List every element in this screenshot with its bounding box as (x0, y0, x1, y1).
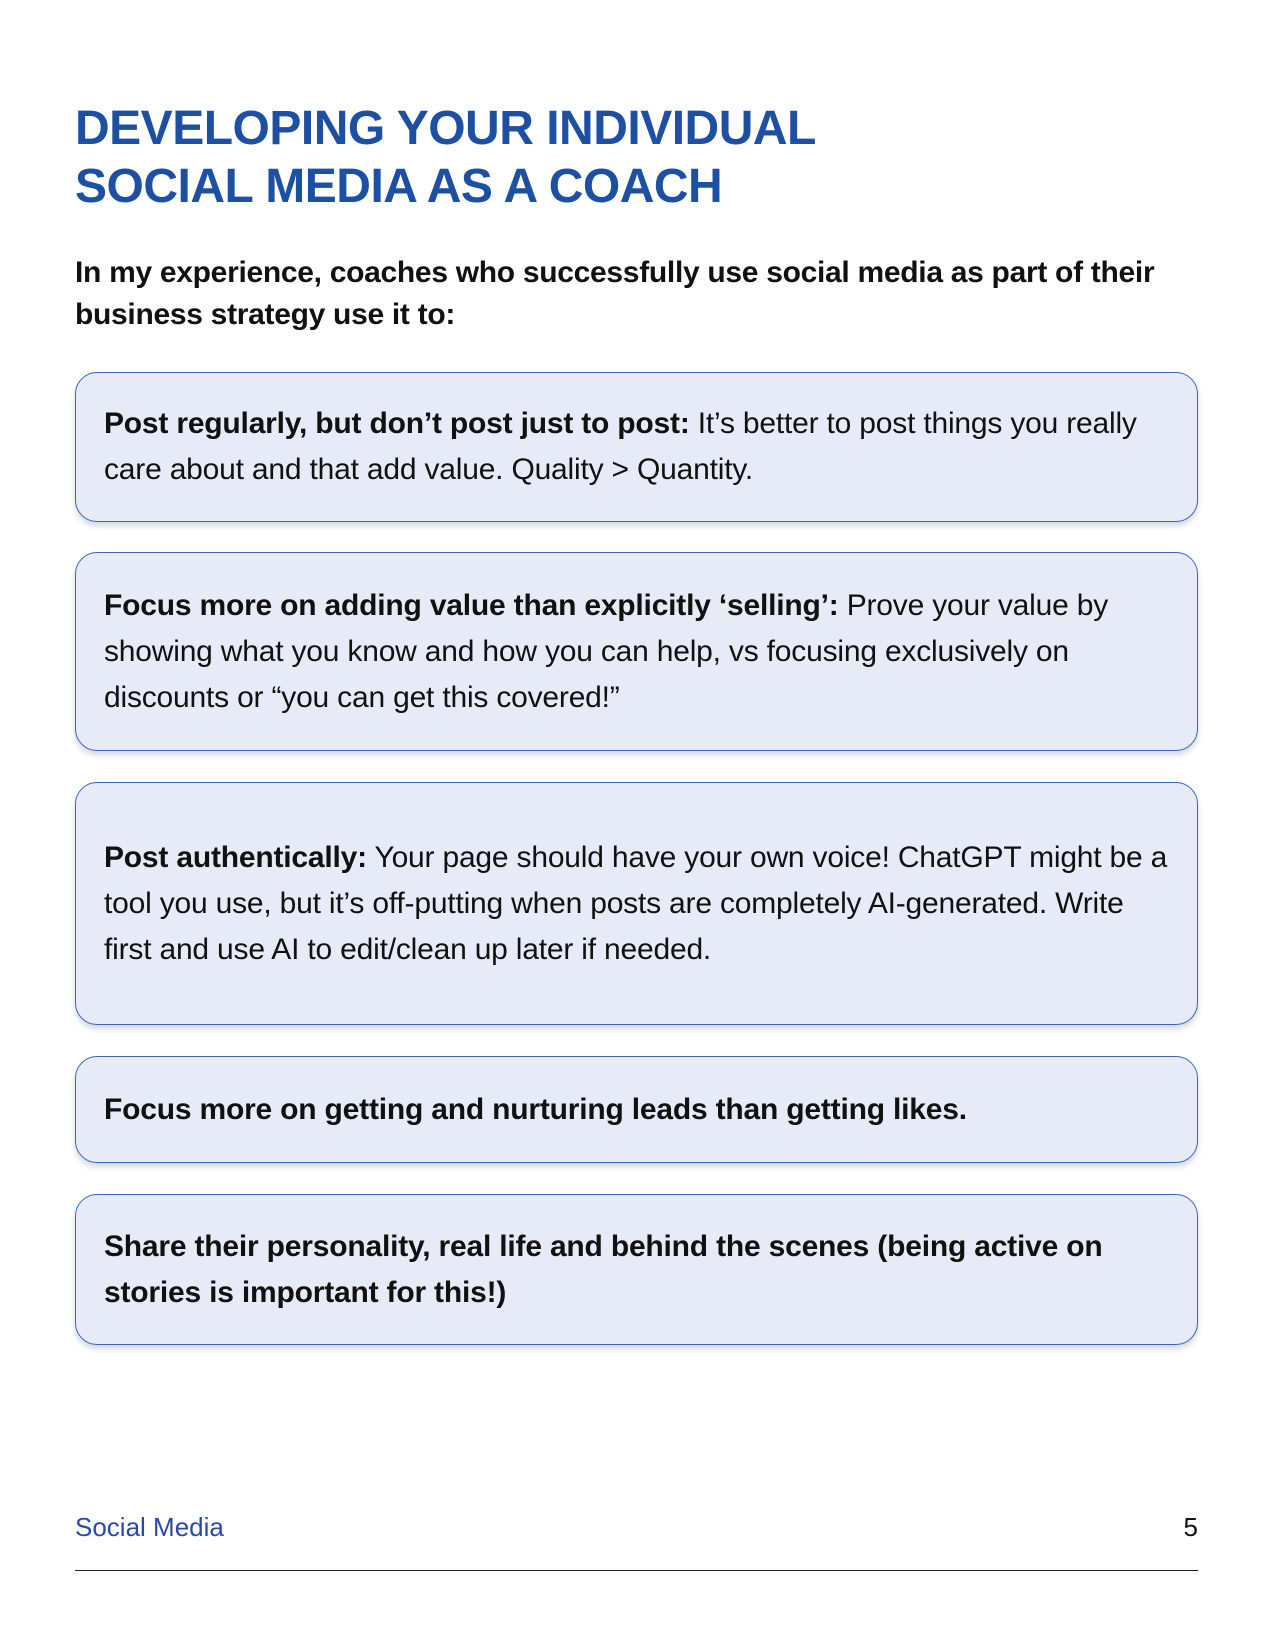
footer-section-label: Social Media (75, 1512, 224, 1542)
intro-text: In my experience, coaches who successfully use social media as part of their business strategy use it to: (75, 256, 1155, 331)
page-number: 5 (1183, 1512, 1198, 1542)
tip-lead: Focus more on adding value than explicitly ‘selling’: (104, 588, 839, 622)
tip-text (104, 1087, 967, 1133)
tip-card-post-regularly (75, 372, 1198, 522)
tip-text (104, 583, 1169, 721)
tip-lead: Focus more on getting and nurturing leads than getting likes. (104, 1092, 967, 1126)
tip-body: Your page should have your own voice! ChatGPT might be a tool you use, but it’s off-putting when posts are completely AI-generated. Write first and use AI to edit/clean up later if needed. (104, 840, 1168, 966)
footer-divider (75, 1570, 1198, 1571)
tip-lead: Share their personality, real life and behind the scenes (being active on stories is important for this!) (104, 1229, 1103, 1309)
tip-card-share-personality (75, 1194, 1198, 1345)
tip-body: It’s better to post things you really care about and that add value. Quality > Quantity. (104, 407, 1137, 486)
tip-text (104, 1224, 1169, 1316)
tip-lead: Post regularly, but don’t post just to post: (104, 407, 690, 440)
tip-lead: Post authentically: (104, 840, 367, 874)
page-title-line-2: SOCIAL MEDIA AS A COACH (75, 160, 723, 213)
page-title-line-1: DEVELOPING YOUR INDIVIDUAL (75, 102, 816, 155)
tip-body: Prove your value by showing what you know and how you can help, vs focusing exclusively on discounts or “you can get this covered!” (104, 588, 1109, 714)
tip-text (104, 401, 1169, 493)
page-title (75, 100, 1175, 216)
tip-card-nurturing-leads (75, 1056, 1198, 1163)
tip-card-adding-value (75, 552, 1198, 751)
tip-text (104, 835, 1169, 973)
tip-card-post-authentically (75, 782, 1198, 1025)
